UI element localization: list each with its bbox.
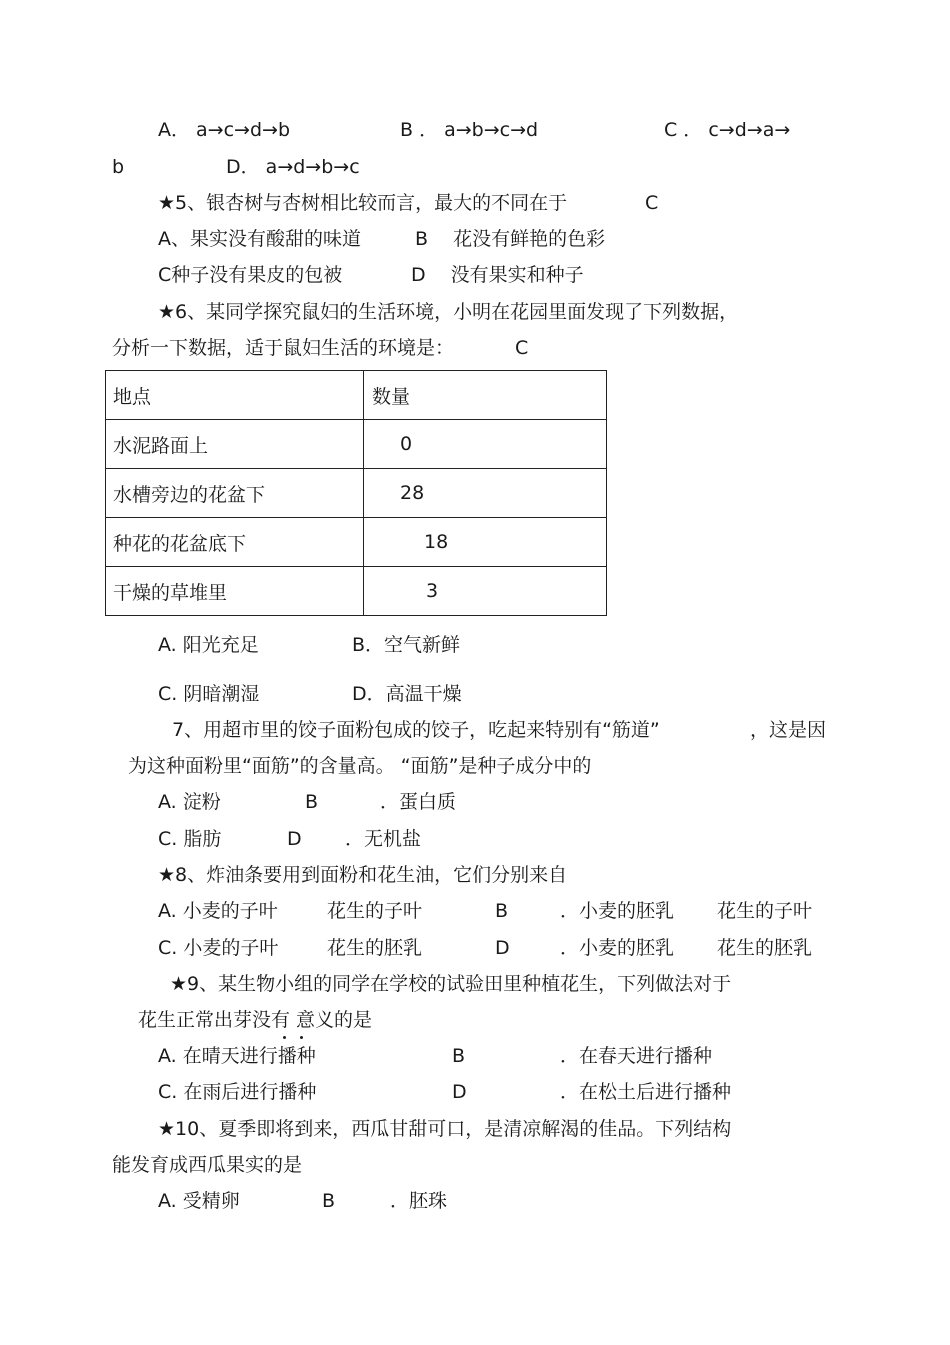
q9-option-a: A. 在晴天进行播种 [158,1045,316,1067]
table-cell-count: 28 [364,469,607,518]
q5-stem: ★5、银杏树与杏树相比较而言，最大的不同在于 [158,192,568,214]
q4-option-a: A． a→c→d→b [158,119,291,141]
q9-stem-line2: 花生正常出芽没有 意义的是 [138,1009,373,1031]
q8-option-c2: 花生的胚乳 [327,937,423,959]
q8-option-b2: 花生的子叶 [717,900,813,922]
table-row [106,567,607,616]
q6-stem-line2: 分析一下数据，适于鼠妇生活的环境是： [112,337,455,359]
q5-option-b: B 花没有鲜艳的色彩 [415,228,606,250]
q9-option-d-letter: D [452,1081,467,1103]
q7-stem-line1-tail: ，这是因 [750,719,827,741]
q7-option-c: C. 脂肪 [158,828,222,850]
q7-option-b-letter: B [305,791,319,813]
emphasis-dot [283,1036,286,1039]
emphasis-dot [300,1036,303,1039]
table-cell-count: 3 [364,567,607,616]
q7-option-d-letter: D [287,828,302,850]
table-row [106,469,607,518]
q9-option-b: ．在春天进行播种 [560,1045,713,1067]
q4-option-d: D． a→d→b→c [226,156,360,178]
q6-option-c: C. 阴暗潮湿 [158,683,260,705]
q6-stem-line1: ★6、某同学探究鼠妇的生活环境，小明在花园里面发现了下列数据， [158,301,739,323]
q7-stem-line1: 7、用超市里的饺子面粉包成的饺子，吃起来特别有“筋道” [172,719,660,741]
q4-option-c-continued: b [112,156,125,178]
q6-option-d: D．高温干燥 [352,683,462,705]
q8-option-d1: ．小麦的胚乳 [560,937,675,959]
q8-option-a2: 花生的子叶 [327,900,423,922]
q10-option-a: A. 受精卵 [158,1190,240,1212]
q10-stem-line1: ★10、夏季即将到来，西瓜甘甜可口，是清凉解渴的佳品。下列结构 [158,1118,732,1140]
q8-option-b1: ．小麦的胚乳 [560,900,675,922]
table-header-row [106,371,607,420]
q8-option-c1: C. 小麦的子叶 [158,937,279,959]
q8-stem: ★8、炸油条要用到面粉和花生油，它们分别来自 [158,864,568,886]
table-cell-location: 干燥的草堆里 [106,567,364,616]
q10-option-b-letter: B [322,1190,336,1212]
q9-option-c: C. 在雨后进行播种 [158,1081,317,1103]
q4-option-b: B ． a→b→c→d [400,119,539,141]
q8-option-d2: 花生的胚乳 [717,937,813,959]
q6-option-b: B．空气新鲜 [352,634,461,656]
q9-option-d: ．在松土后进行播种 [560,1081,732,1103]
q7-option-a: A. 淀粉 [158,791,221,813]
table-cell-count: 0 [364,420,607,469]
q10-option-b: ．胚珠 [390,1190,448,1212]
table-cell-count: 18 [364,518,607,567]
table-header-location: 地点 [106,371,364,420]
q5-option-d: D 没有果实和种子 [411,264,584,286]
q8-option-b-letter: B [495,900,509,922]
q8-option-d-letter: D [495,937,510,959]
q8-option-a1: A. 小麦的子叶 [158,900,278,922]
q7-option-d: ．无机盐 [345,828,422,850]
q6-answer: C [515,337,529,359]
q10-stem-line2: 能发育成西瓜果实的是 [112,1154,303,1176]
q6-data-table [105,370,607,616]
q5-answer: C [645,192,659,214]
table-cell-location: 种花的花盆底下 [106,518,364,567]
q5-option-c: C种子没有果皮的包被 [158,264,343,286]
table-row [106,518,607,567]
q7-option-b: ．蛋白质 [380,791,457,813]
q9-stem-line1: ★9、某生物小组的同学在学校的试验田里种植花生，下列做法对于 [170,973,732,995]
q5-option-a: A、果实没有酸甜的味道 [158,228,361,250]
table-cell-location: 水泥路面上 [106,420,364,469]
table-header-count: 数量 [364,371,607,420]
q9-option-b-letter: B [452,1045,466,1067]
q7-stem-line2: 为这种面粉里“面筋”的含量高。 “面筋”是种子成分中的 [128,755,592,777]
table-cell-location: 水槽旁边的花盆下 [106,469,364,518]
table-row [106,420,607,469]
q4-option-c: C ． c→d→a→ [664,119,791,141]
q6-option-a: A. 阳光充足 [158,634,259,656]
